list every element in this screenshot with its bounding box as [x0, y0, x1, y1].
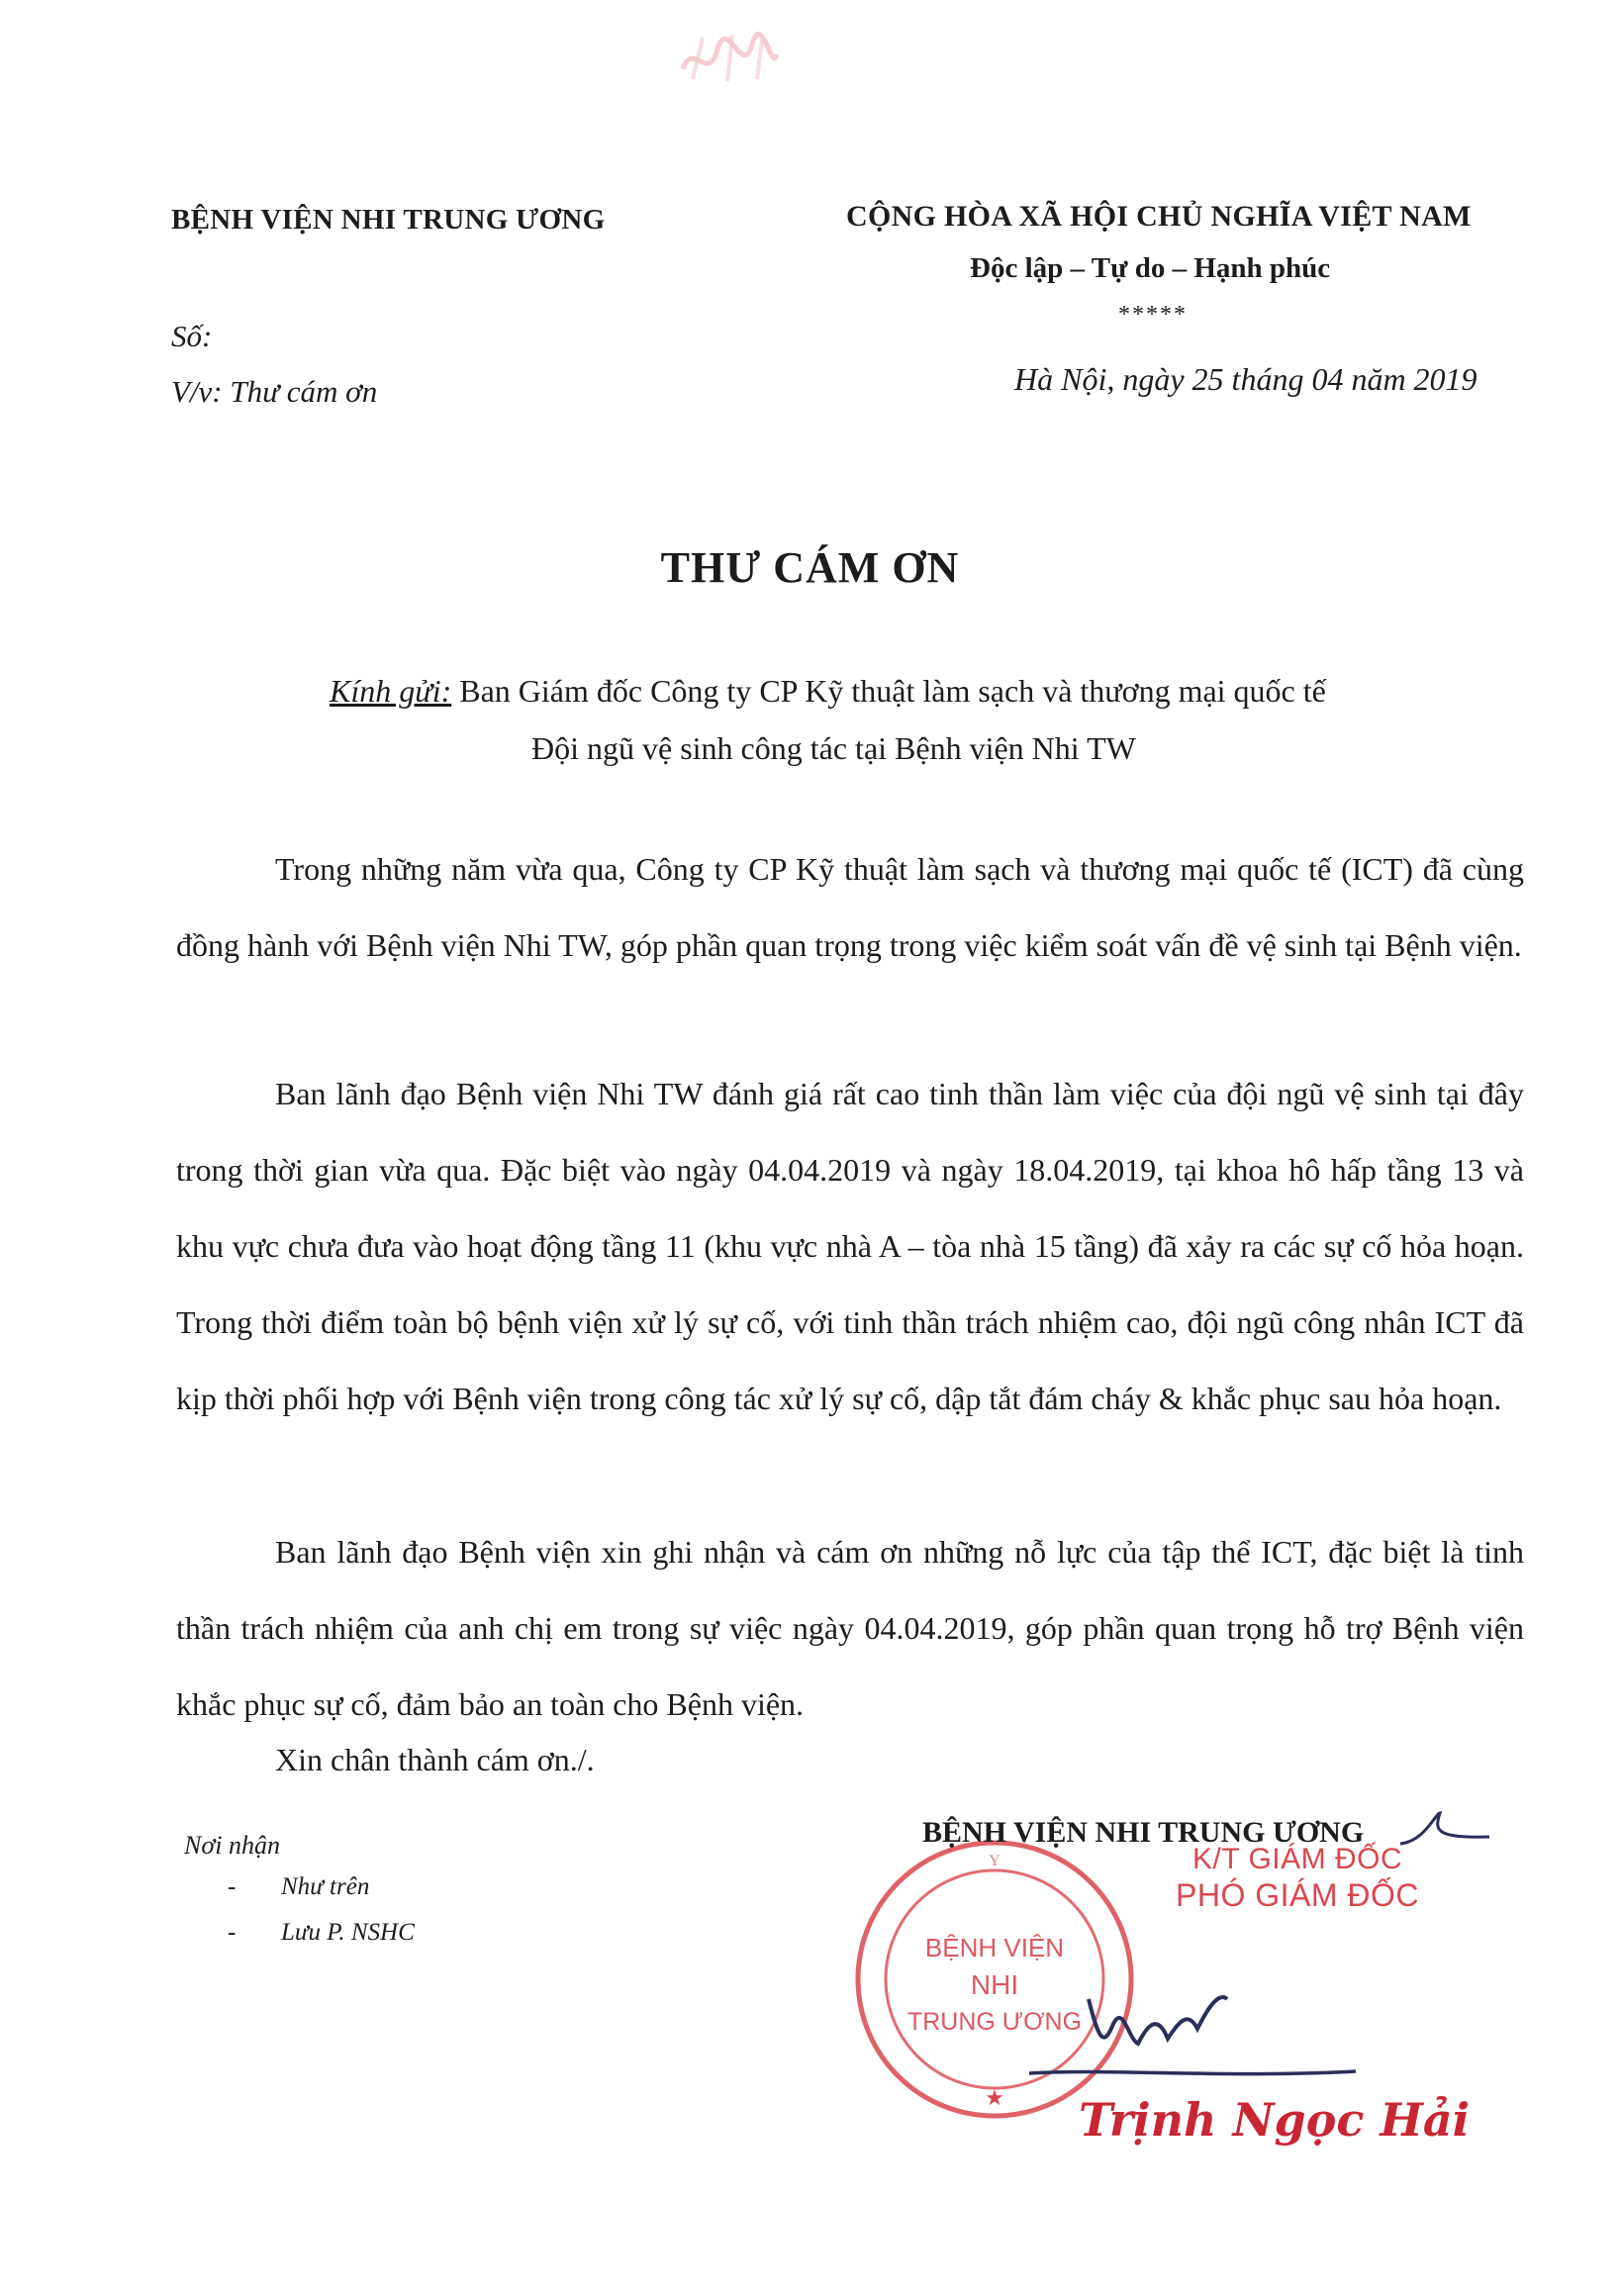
signing-organization: BỆNH VIỆN NHI TRUNG ƯƠNG [922, 1816, 1365, 1849]
recipient-line-2: Đội ngũ vệ sinh công tác tại Bệnh viện Nhi TW [531, 730, 1136, 766]
svg-text:Y: Y [989, 1853, 1001, 1869]
signer-role-line-2: PHÓ GIÁM ĐỐC [1176, 1877, 1420, 1913]
closing-line: Xin chân thành cám ơn./. [275, 1742, 595, 1777]
signature-flourish [1395, 1809, 1494, 1849]
distribution-title: Nơi nhận [184, 1831, 280, 1860]
separator-stars: ***** [1118, 302, 1188, 328]
recipient-label: Kính gửi: [330, 673, 452, 709]
pink-stamp-mark [673, 30, 782, 89]
signer-role-line-1: K/T GIÁM ĐỐC [1192, 1843, 1403, 1875]
svg-text:TRUNG ƯƠNG: TRUNG ƯƠNG [906, 2008, 1083, 2036]
national-motto: Độc lập – Tự do – Hạnh phúc [970, 252, 1331, 284]
date-line: Hà Nội, ngày 25 tháng 04 năm 2019 [1014, 361, 1477, 397]
distribution-list [228, 1873, 415, 1964]
body-paragraph-3: Ban lãnh đạo Bệnh viện xin ghi nhận và cám ơn những nỗ lực của tập thể ICT, đặc biệt là tinh thần trách nhiệm của anh chị em trong sự việc ngày 04.04.2019, góp phần quan trọng hỗ trợ Bệnh viện khắc phục sự cố, đảm bảo an toàn cho Bệnh viện. [176, 1534, 1524, 1722]
svg-text:BỆNH VIỆN: BỆNH VIỆN [924, 1933, 1065, 1962]
svg-text:★: ★ [985, 2085, 1004, 2110]
svg-text:NHI: NHI [970, 1969, 1019, 2000]
distribution-item: - Lưu P. NSHC [228, 1919, 415, 1946]
body-paragraph-2: Ban lãnh đạo Bệnh viện Nhi TW đánh giá rất cao tinh thần làm việc của đội ngũ vệ sinh tại đây trong thời gian vừa qua. Đặc biệt vào ngày 04.04.2019 và ngày 18.04.2019, tại khoa hô hấp tầng 13 và khu vực chưa đưa vào hoạt động tầng 11 (khu vực nhà A – tòa nhà 15 tầng) đã xảy ra các sự cố hỏa hoạn. Trong thời điểm toàn bộ bệnh viện xử lý sự cố, với tinh thần trách nhiệm cao, đội ngũ công nhân ICT đã kịp thời phối hợp với Bệnh viện trong công tác xử lý sự cố, dập tắt đám cháy & khắc phục sau hỏa hoạn. [176, 1076, 1524, 1416]
signer-name: Trịnh Ngọc Hải [1079, 2093, 1471, 2147]
recipient-line-1 [330, 673, 1326, 710]
distribution-item: - Như trên [228, 1873, 370, 1900]
body-paragraph-1: Trong những năm vừa qua, Công ty CP Kỹ thuật làm sạch và thương mại quốc tế (ICT) đã cùng đồng hành với Bệnh viện Nhi TW, góp phần quan trọng trong việc kiểm soát vấn đề vệ sinh tại Bệnh viện. [176, 851, 1524, 963]
document-subject: V/v: Thư cám ơn [171, 374, 378, 409]
recipient-text-1: Ban Giám đốc Công ty CP Kỹ thuật làm sạch và thương mại quốc tế [451, 673, 1326, 709]
country-name: CỘNG HÒA XÃ HỘI CHỦ NGHĨA VIỆT NAM [846, 200, 1472, 233]
document-number: Số: [171, 319, 213, 353]
letter-title: THƯ CÁM ƠN [660, 543, 960, 592]
issuing-organization: BỆNH VIỆN NHI TRUNG ƯƠNG [171, 204, 606, 236]
